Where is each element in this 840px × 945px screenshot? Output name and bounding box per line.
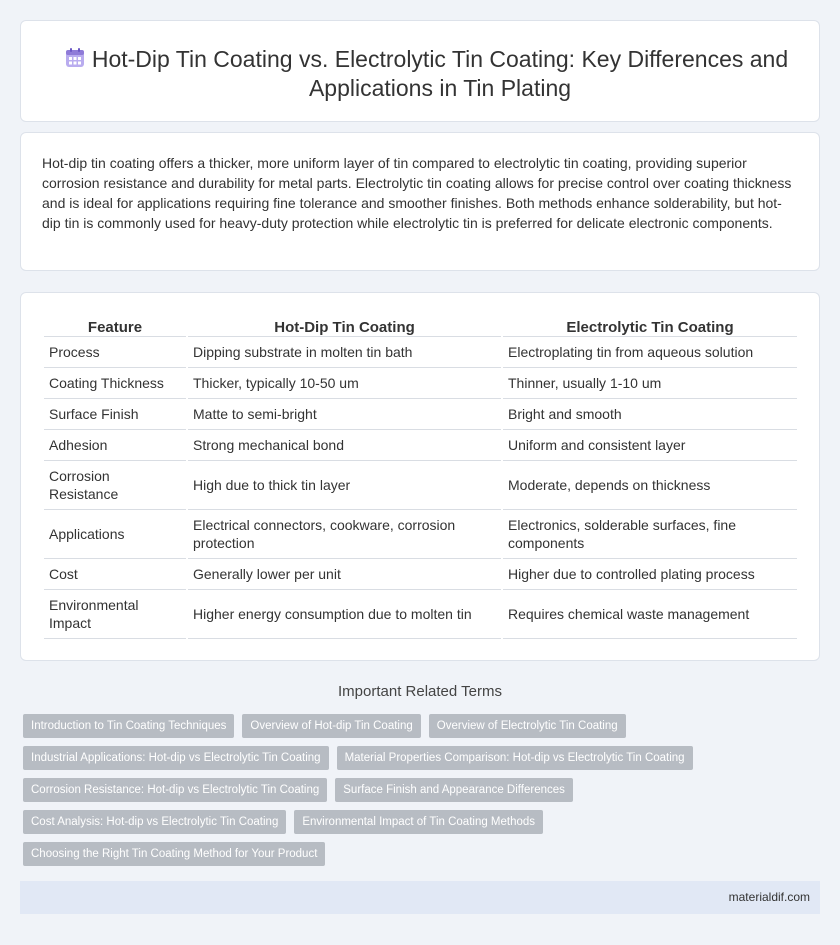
table-cell: Electrical connectors, cookware, corrosion protection bbox=[188, 510, 501, 559]
table-cell: Electronics, solderable surfaces, fine components bbox=[503, 510, 797, 559]
table-header-row bbox=[44, 315, 797, 337]
related-terms-heading: Important Related Terms bbox=[338, 683, 502, 700]
header-electrolytic: Electrolytic Tin Coating bbox=[503, 315, 797, 337]
table-cell: Cost bbox=[44, 559, 186, 590]
table-cell: Moderate, depends on thickness bbox=[503, 461, 797, 510]
table-row bbox=[44, 430, 797, 461]
related-term-tag[interactable]: Surface Finish and Appearance Differences bbox=[335, 778, 573, 802]
related-term-tag[interactable]: Overview of Electrolytic Tin Coating bbox=[429, 714, 626, 738]
table-cell: Higher energy consumption due to molten tin bbox=[188, 590, 501, 639]
table-cell: Matte to semi-bright bbox=[188, 399, 501, 430]
related-term-tag[interactable]: Choosing the Right Tin Coating Method for Your Product bbox=[23, 842, 325, 866]
table-cell: Strong mechanical bond bbox=[188, 430, 501, 461]
table-cell: Uniform and consistent layer bbox=[503, 430, 797, 461]
related-term-tag[interactable]: Industrial Applications: Hot-dip vs Electrolytic Tin Coating bbox=[23, 746, 329, 770]
table-cell: Coating Thickness bbox=[44, 368, 186, 399]
table-cell: Applications bbox=[44, 510, 186, 559]
footer-site-link[interactable]: materialdif.com bbox=[728, 890, 810, 904]
related-term-tag[interactable]: Environmental Impact of Tin Coating Methods bbox=[294, 810, 543, 834]
table-row bbox=[44, 461, 797, 510]
table-cell: Requires chemical waste management bbox=[503, 590, 797, 639]
table-cell: Adhesion bbox=[44, 430, 186, 461]
table-cell: Environmental Impact bbox=[44, 590, 186, 639]
comparison-table-card bbox=[20, 292, 820, 661]
table-cell: Generally lower per unit bbox=[188, 559, 501, 590]
table-cell: Bright and smooth bbox=[503, 399, 797, 430]
table-cell: Dipping substrate in molten tin bath bbox=[188, 337, 501, 368]
table-row bbox=[44, 368, 797, 399]
intro-paragraph: Hot-dip tin coating offers a thicker, more uniform layer of tin compared to electrolytic tin coating, providing superior corrosion resistance and durability for metal parts. Electrolytic tin coating allows for precise control over coating thickness and is ideal for applications requiring fine tolerance and smoother finishes. Both methods enhance solderability, but hot-dip tin is commonly used for heavy-duty protection while electrolytic tin is preferred for delicate electronic components. bbox=[42, 155, 792, 231]
related-term-tag[interactable]: Corrosion Resistance: Hot-dip vs Electrolytic Tin Coating bbox=[23, 778, 327, 802]
page-title: Hot-Dip Tin Coating vs. Electrolytic Tin Coating: Key Differences and Applications in Tin Plating bbox=[91, 46, 789, 101]
table-cell: Electroplating tin from aqueous solution bbox=[503, 337, 797, 368]
table-row bbox=[44, 399, 797, 430]
related-terms-list bbox=[23, 714, 783, 866]
comparison-table bbox=[42, 315, 799, 639]
title-card bbox=[20, 20, 820, 122]
related-term-tag[interactable]: Material Properties Comparison: Hot-dip vs Electrolytic Tin Coating bbox=[337, 746, 693, 770]
table-cell: Thinner, usually 1-10 um bbox=[503, 368, 797, 399]
table-row bbox=[44, 510, 797, 559]
table-cell: High due to thick tin layer bbox=[188, 461, 501, 510]
related-term-tag[interactable]: Introduction to Tin Coating Techniques bbox=[23, 714, 234, 738]
intro-card bbox=[20, 132, 820, 271]
related-term-tag[interactable]: Overview of Hot-dip Tin Coating bbox=[242, 714, 420, 738]
table-cell: Surface Finish bbox=[44, 399, 186, 430]
table-cell: Higher due to controlled plating process bbox=[503, 559, 797, 590]
table-row bbox=[44, 337, 797, 368]
header-hot-dip: Hot-Dip Tin Coating bbox=[188, 315, 501, 337]
table-cell: Thicker, typically 10-50 um bbox=[188, 368, 501, 399]
table-row bbox=[44, 590, 797, 639]
table-row bbox=[44, 559, 797, 590]
related-term-tag[interactable]: Cost Analysis: Hot-dip vs Electrolytic Tin Coating bbox=[23, 810, 286, 834]
header-feature: Feature bbox=[44, 315, 186, 337]
table-cell: Process bbox=[44, 337, 186, 368]
table-cell: Corrosion Resistance bbox=[44, 461, 186, 510]
footer-bar bbox=[20, 881, 820, 914]
